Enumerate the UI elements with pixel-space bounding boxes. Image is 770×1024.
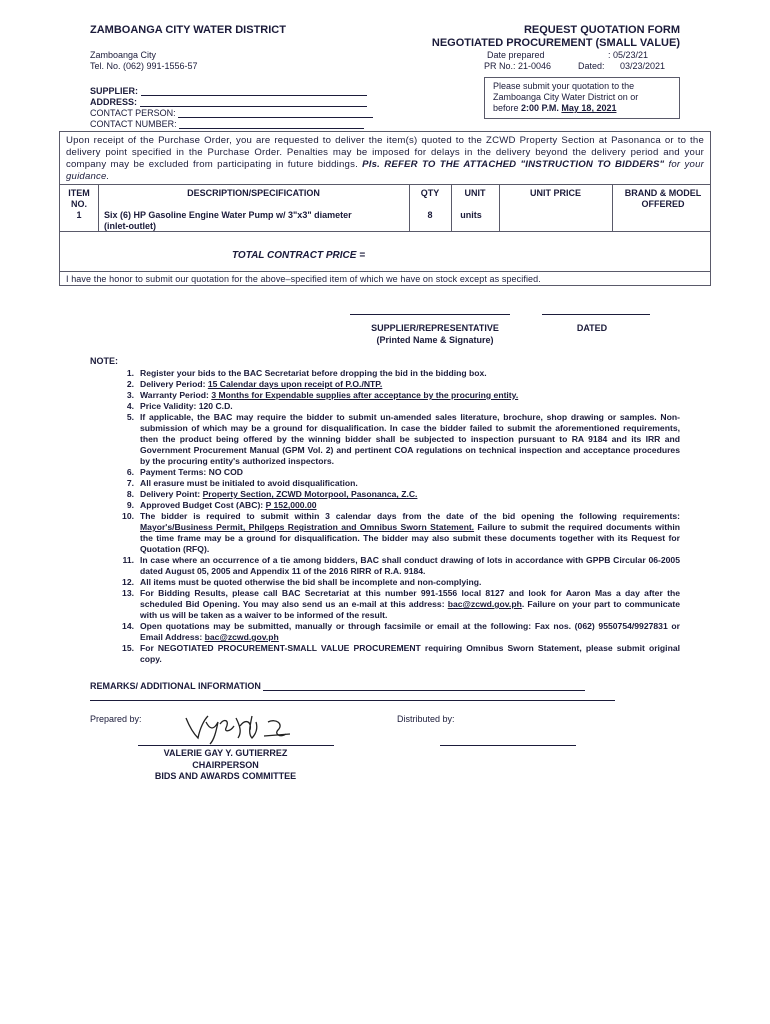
notes-list [90,368,680,665]
submit-deadline-time: 2:00 P.M. [521,103,559,113]
items-table [60,184,710,272]
distributed-by-label: Distributed by: [397,714,455,724]
pr-dated-value: 03/23/2021 [620,61,666,71]
remarks-field[interactable] [90,681,585,691]
instructions-text: Upon receipt of the Purchase Order, you are requested to deliver the item(s) quoted to the ZCWD Property Section at Pasonanca or to the delivery point specified in the Purchase Order. Penalties may be imposed for delays in the delivery beyond the delivery period and your company may be excluded from participating in future biddings. [66,135,704,170]
note-item: 7. All erasure must be initialed to avoid disqualification. [126,478,358,488]
address-field[interactable] [90,97,367,107]
note-item: 6. Payment Terms: NO COD [126,467,243,477]
contact-person-field[interactable] [90,108,373,118]
col-qty-header: QTY [420,188,440,198]
chairperson-title: CHAIRPERSON [192,760,259,770]
pr-dated-label: Dated: [578,61,605,71]
note-item: 4. Price Validity: 120 C.D. [126,401,233,411]
note-item: 11. In case where an occurrence of a tie among bidders, BAC shall conduct drawing of lots in accordance with GPPB Circular 06-2005 dated August 05, 2005 and Appendix 11 of the 2016 RIRR of R.A. 9184. [122,555,680,576]
org-tel: Tel. No. (062) 991-1556-57 [90,61,198,71]
row-unit: units [460,210,482,220]
org-city: Zamboanga City [90,50,157,60]
row-qty: 8 [427,210,433,220]
note-item: 3. Warranty Period: 3 Months for Expendable supplies after acceptance by the procuring entity. [126,390,519,400]
row-description: Six (6) HP Gasoline Engine Water Pump w/ 3"x3" diameter (inlet-outlet) [104,210,352,231]
instructions-tail: for your guidance. [66,159,705,182]
dated-label: DATED [576,323,608,333]
bac-email-link-2[interactable]: bac@zcwd.gov.ph [204,632,279,642]
honor-statement: I have the honor to submit our quotation for the above–specified item of which we have on stock except as specified. [66,274,541,284]
note-item: 13. For Bidding Results, please call BAC Secretariat at this number 991-1556 local 8127 and look for Aaron Mas a day after the scheduled Bid Opening. You may also send us an e-mail at this address: bac@zcwd.gov.ph. Failure on your part to communicate with us will be taken as a waiver to be informed of the result. [122,588,680,620]
supplier-label: SUPPLIER: [90,86,139,96]
submit-deadline-date: May 18, 2021 [561,103,617,113]
submit-notice-before: before [493,103,519,113]
note-item: 14. Open quotations may be submitted, manually or through facsimile or email at the following: Fax nos. (062) 9550754/9927831 or Email Address: bac@zcwd.gov.ph [122,621,680,642]
contact-number-label: CONTACT NUMBER: [90,119,177,129]
supplier-representative-label: SUPPLIER/REPRESENTATIVE [371,323,499,333]
committee-name: BIDS AND AWARDS COMMITTEE [154,771,297,781]
total-contract-price-label: TOTAL CONTRACT PRICE = [232,250,366,261]
instructions-refer: Pls. REFER TO THE ATTACHED "INSTRUCTION TO BIDDERS" [362,159,665,170]
instructions-paragraph [66,135,704,183]
submit-notice-box [484,77,680,119]
submit-notice-line2: Zamboanga City Water District on or [493,92,639,102]
chairperson-name: VALERIE GAY Y. GUTIERREZ [163,748,288,758]
prepared-by-label: Prepared by: [90,714,142,724]
col-brand-header: BRAND & MODEL OFFERED [624,188,702,209]
notes-title: NOTE: [90,356,118,366]
col-item-no-header: ITEM NO. [68,188,90,209]
submit-notice-line1: Please submit your quotation to the [493,81,635,91]
note-item: 12. All items must be quoted otherwise the bid shall be incomplete and non-complying. [122,577,482,587]
form-subtitle: NEGOTIATED PROCUREMENT (SMALL VALUE) [431,37,680,49]
quotation-frame [59,131,711,286]
note-item: 8. Delivery Point: Property Section, ZCWD Motorpool, Pasonanca, Z.C. [126,489,418,499]
chairperson-signature [180,708,300,748]
contact-number-field[interactable] [90,119,364,129]
address-label: ADDRESS: [90,97,138,107]
note-item: 9. Approved Budget Cost (ABC): P 152,000.00 [126,500,317,510]
col-unit-header: UNIT [464,188,486,198]
bac-email-link[interactable]: bac@zcwd.gov.ph [447,599,522,609]
col-unit-price-header: UNIT PRICE [529,188,581,198]
pr-number: PR No.: 21-0046 [484,61,552,71]
note-item: 2. Delivery Period: 15 Calendar days upon receipt of P.O./NTP. [126,379,383,389]
supplier-field[interactable] [90,86,367,96]
remarks-label: REMARKS/ ADDITIONAL INFORMATION [90,681,261,691]
org-name: ZAMBOANGA CITY WATER DISTRICT [90,24,286,36]
note-item: 15. For NEGOTIATED PROCUREMENT-SMALL VALUE PROCUREMENT requiring Omnibus Sworn Statement, please submit original copy. [122,643,680,664]
contact-person-label: CONTACT PERSON: [90,108,176,118]
note-item: 1. Register your bids to the BAC Secretariat before dropping the bid in the bidding box. [126,368,487,378]
form-title: REQUEST QUOTATION FORM [523,24,680,36]
date-prepared-value: : 05/23/21 [608,50,649,60]
printed-name-label: (Printed Name & Signature) [376,335,494,345]
note-item: 5. If applicable, the BAC may require the bidder to submit un-amended sales literature, brochure, shop drawing or samples. Non-submission of which may be a ground for disqualification. In case the bidder failed to submit the aforementioned requirements, then the product being offered by the winning bidder shall be subjected to inspection pursuant to RA 9184 and its IRR and Government Procurement Manual (GPM Vol. 2) and pertinent COA regulations on technical inspection and acceptance procedures by the procuring entity's authorized inspectors. [126,412,680,466]
note-item: 10. The bidder is required to submit within 3 calendar days from the date of the bid opening the following requirements: Mayor's/Business Permit, Philgeps Registration and Omnibus Sworn Statement. Failure to submit the required documents within the time frame may be a ground for disqualification. The bidder may also submit these documents together with its Request for Quotation (RFQ). [122,511,680,554]
date-prepared-label: Date prepared [487,50,545,60]
col-description-header: DESCRIPTION/SPECIFICATION [187,188,320,198]
row-item-no: 1 [76,210,82,220]
table-row [60,208,710,231]
